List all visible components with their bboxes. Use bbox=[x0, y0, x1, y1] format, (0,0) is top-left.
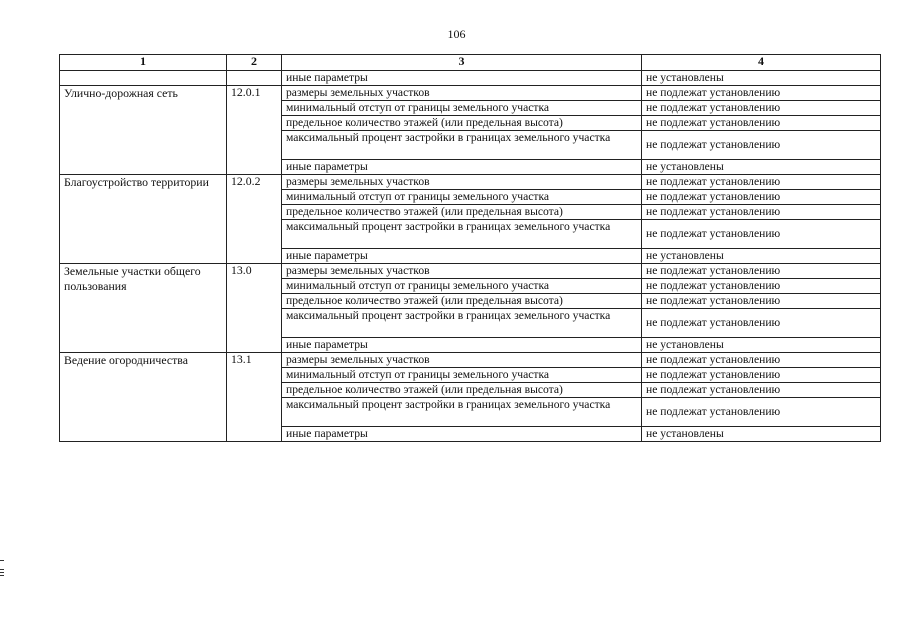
value-cell: не установлены bbox=[642, 71, 881, 86]
value-cell: не установлены bbox=[642, 160, 881, 175]
value-cell: не подлежат установлению bbox=[642, 101, 881, 116]
value-cell: не подлежат установлению bbox=[642, 398, 881, 427]
page-number: 106 bbox=[447, 27, 466, 41]
regulations-table bbox=[59, 54, 881, 442]
parameter-cell: предельное количество этажей (или предельная высота) bbox=[282, 116, 642, 131]
margin-marks bbox=[0, 560, 4, 584]
value-cell: не подлежат установлению bbox=[642, 368, 881, 383]
value-cell: не подлежат установлению bbox=[642, 190, 881, 205]
parameter-cell: иные параметры bbox=[282, 249, 642, 264]
column-header-1: 1 bbox=[60, 55, 227, 71]
parameter-cell: иные параметры bbox=[282, 338, 642, 353]
parameter-cell: минимальный отступ от границы земельного участка bbox=[282, 101, 642, 116]
parameter-cell: иные параметры bbox=[282, 160, 642, 175]
column-header-3: 3 bbox=[282, 55, 642, 71]
value-cell: не подлежат установлению bbox=[642, 279, 881, 294]
table-row bbox=[60, 264, 881, 279]
land-use-code: 12.0.2 bbox=[227, 175, 282, 264]
parameter-cell: максимальный процент застройки в границах земельного участка bbox=[282, 309, 642, 338]
table-row bbox=[60, 71, 881, 86]
value-cell: не подлежат установлению bbox=[642, 353, 881, 368]
land-use-code: 12.0.1 bbox=[227, 86, 282, 175]
parameter-cell: минимальный отступ от границы земельного участка bbox=[282, 190, 642, 205]
parameter-cell: размеры земельных участков bbox=[282, 264, 642, 279]
parameter-cell: иные параметры bbox=[282, 427, 642, 442]
table-header-row bbox=[60, 55, 881, 71]
land-use-code: 13.0 bbox=[227, 264, 282, 353]
value-cell: не установлены bbox=[642, 249, 881, 264]
table-row bbox=[60, 86, 881, 101]
value-cell: не подлежат установлению bbox=[642, 220, 881, 249]
table-row bbox=[60, 353, 881, 368]
parameter-cell: размеры земельных участков bbox=[282, 353, 642, 368]
table-row bbox=[60, 175, 881, 190]
value-cell: не подлежат установлению bbox=[642, 175, 881, 190]
land-use-name: Земельные участки общего пользования bbox=[60, 264, 227, 353]
value-cell: не подлежат установлению bbox=[642, 383, 881, 398]
value-cell: не подлежат установлению bbox=[642, 131, 881, 160]
land-use-code: 13.1 bbox=[227, 353, 282, 442]
value-cell: не подлежат установлению bbox=[642, 309, 881, 338]
parameter-cell: предельное количество этажей (или предельная высота) bbox=[282, 205, 642, 220]
parameter-cell: предельное количество этажей (или предельная высота) bbox=[282, 294, 642, 309]
value-cell: не подлежат установлению bbox=[642, 294, 881, 309]
parameter-cell: иные параметры bbox=[282, 71, 642, 86]
column-header-2: 2 bbox=[227, 55, 282, 71]
parameter-cell: максимальный процент застройки в границах земельного участка bbox=[282, 220, 642, 249]
parameter-cell: максимальный процент застройки в границах земельного участка bbox=[282, 131, 642, 160]
group-name-cell bbox=[60, 71, 227, 86]
parameter-cell: максимальный процент застройки в границах земельного участка bbox=[282, 398, 642, 427]
land-use-name: Благоустройство территории bbox=[60, 175, 227, 264]
land-use-name: Улично-дорожная сеть bbox=[60, 86, 227, 175]
value-cell: не установлены bbox=[642, 427, 881, 442]
parameter-cell: минимальный отступ от границы земельного участка bbox=[282, 279, 642, 294]
table-body bbox=[60, 71, 881, 442]
parameter-cell: минимальный отступ от границы земельного участка bbox=[282, 368, 642, 383]
land-use-name: Ведение огородничества bbox=[60, 353, 227, 442]
value-cell: не подлежат установлению bbox=[642, 264, 881, 279]
value-cell: не подлежат установлению bbox=[642, 205, 881, 220]
value-cell: не установлены bbox=[642, 338, 881, 353]
column-header-4: 4 bbox=[642, 55, 881, 71]
value-cell: не подлежат установлению bbox=[642, 116, 881, 131]
group-code-cell bbox=[227, 71, 282, 86]
parameter-cell: предельное количество этажей (или предельная высота) bbox=[282, 383, 642, 398]
value-cell: не подлежат установлению bbox=[642, 86, 881, 101]
parameter-cell: размеры земельных участков bbox=[282, 175, 642, 190]
parameter-cell: размеры земельных участков bbox=[282, 86, 642, 101]
